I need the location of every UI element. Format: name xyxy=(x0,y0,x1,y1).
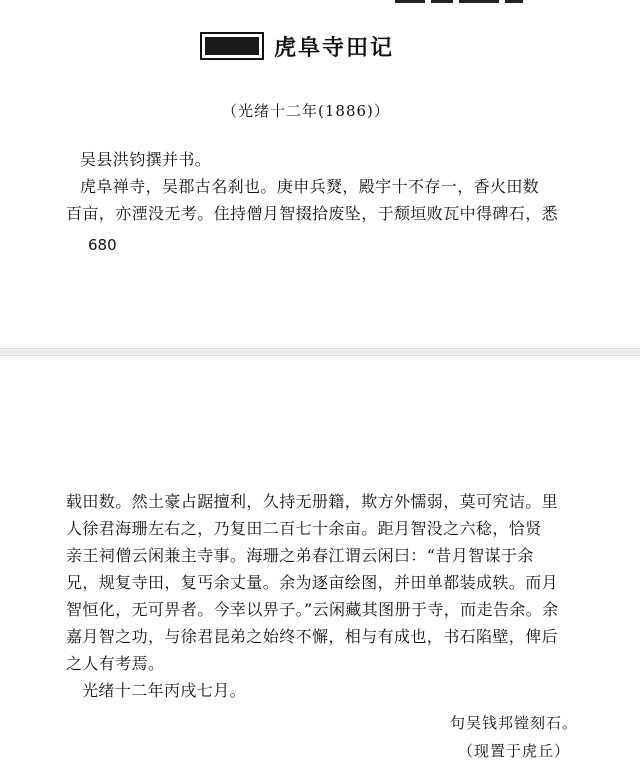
title-seal-icon xyxy=(200,32,264,60)
cropped-header-fragment xyxy=(395,0,545,5)
author-line: 吴县洪钧撰并书。 xyxy=(80,150,212,169)
body-line: 智恒化，无可畀者。今幸以畀子。”云闲藏其图册于寺，而走告余。余 xyxy=(66,600,559,619)
body-line: 人徐君海珊左右之，乃复田二百七十余亩。距月智没之六稔，恰贤 xyxy=(66,519,542,538)
title-row xyxy=(200,28,394,64)
location-note: （现置于虎丘） xyxy=(457,742,570,760)
body-line: 兄，规复寺田，复丐余丈量。余为逐亩绘图，并田单都装成轶。而月 xyxy=(66,573,559,592)
body-line: 亲王祠僧云闲兼主寺事。海珊之弟春江谓云闲曰：“昔月智谋于余 xyxy=(66,546,534,565)
body-line: 百亩，亦湮没无考。住持僧月智掇拾废坠，于颓垣败瓦中得碑石，悉 xyxy=(66,204,559,223)
body-line: 嘉月智之功，与徐君昆弟之始终不懈，相与有成也，书石陷壁，俾后 xyxy=(66,627,559,646)
engraver-line: 句吴钱邦镗刻石。 xyxy=(449,714,578,732)
bottom-text-block xyxy=(66,488,576,704)
page-bottom xyxy=(0,356,640,777)
body-line: 之人有考焉。 xyxy=(66,654,165,673)
body-line: 载田数。然土豪占踞擅利，久持无册籍，欺方外懦弱，莫可究诘。里 xyxy=(66,492,559,511)
title-date: （光绪十二年(1886)） xyxy=(222,102,390,120)
top-text-block xyxy=(66,146,570,227)
page-top xyxy=(0,0,640,348)
page-title: 虎阜寺田记 xyxy=(274,35,395,61)
page-separator xyxy=(0,348,640,356)
body-line: 虎阜禅寺，吴郡古名刹也。庚申兵燹，殿宇十不存一，香火田数 xyxy=(80,177,540,196)
page-number: 680 xyxy=(88,236,117,254)
date-line: 光绪十二年丙戌七月。 xyxy=(82,681,247,700)
